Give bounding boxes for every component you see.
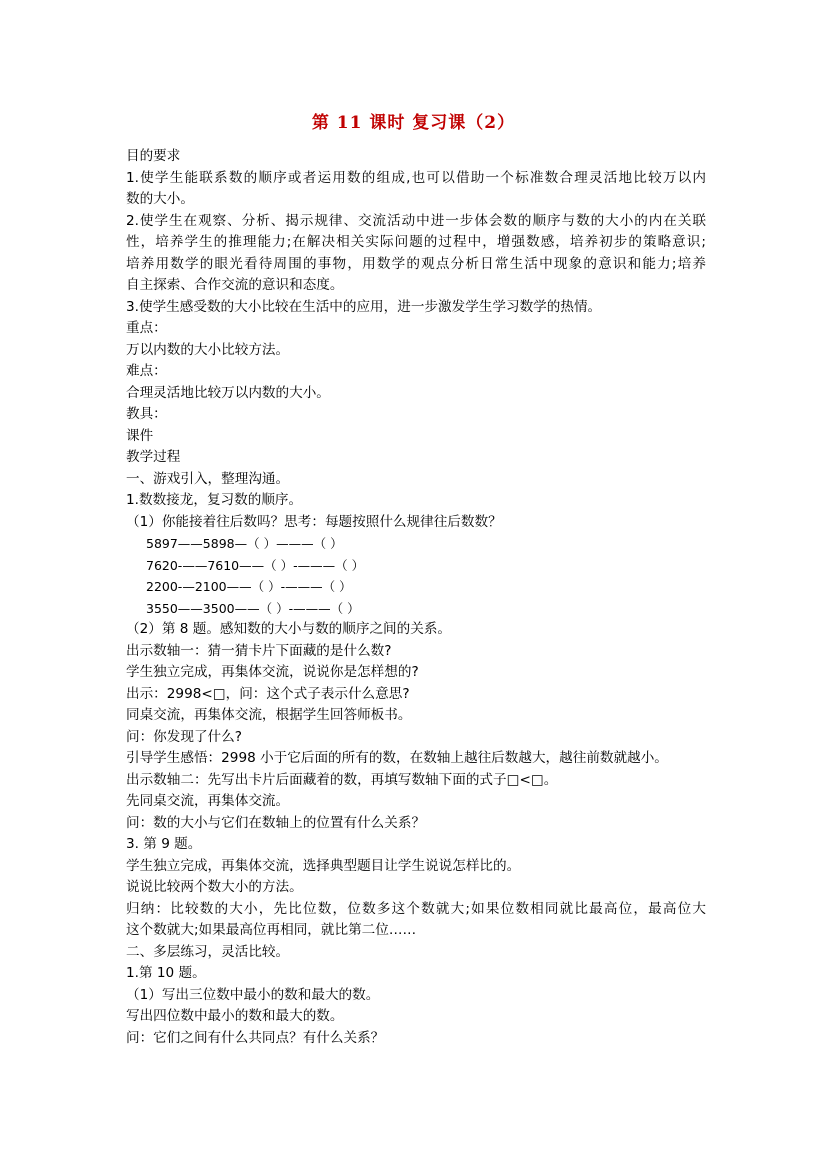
page-title: 第 11 课时 复习课（2） [311,113,516,133]
section-heading-teaching-aids: 教具： [126,406,167,422]
number-line-1-text: 出示数轴一：猜一猜卡片下面藏的是什么数? [126,642,392,659]
discussion-text-3: 先同桌交流，再集体交流。 [126,793,290,809]
objective-2-line-2: 性，培养学生的推理能力;在解决相关实际问题的过程中，增强数感，培养初步的策略意识; [126,234,706,250]
objective-3-line-1: 3.使学生感受数的大小比较在生活中的应用，进一步激发学生学习数学的热情。 [126,298,602,315]
discussion-text-2: 同桌交流，再集体交流，根据学生回答师板书。 [126,707,412,723]
section-heading-objectives: 目的要求 [126,148,181,164]
summary-line-2: 这个数就大;如果最高位再相同，就比第二位…… [126,922,417,938]
question-2-text: （2）第 8 题。感知数的大小与数的顺序之间的关系。 [126,621,452,637]
item-3-text: 学生独立完成，再集体交流，选择典型题目让学生说说怎样比的。 [126,857,521,874]
difficulty-text: 合理灵活地比较万以内数的大小。 [126,384,330,401]
number-sequence-1: 5897——5898—（ ）———（ ） [146,536,343,551]
teaching-aids-text: 课件 [126,427,154,444]
item-3-heading: 3. 第 9 题。 [126,836,202,852]
key-point-text: 万以内数的大小比较方法。 [126,341,290,358]
compare-method-text: 说说比较两个数大小的方法。 [126,879,303,895]
guidance-text: 引导学生感悟：2998 小于它后面的所有的数，在数轴上越往后数越大，越往前数就越小。 [126,750,668,766]
part-2-heading: 二、多层练习，灵活比较。 [126,943,290,960]
part-1-heading: 一、游戏引入，整理沟通。 [126,470,290,487]
objective-2-line-3: 培养用数学的眼光看待周围的事物，用数学的观点分析日常生活中现象的意识和能力;培养 [126,255,706,272]
objective-1-line-2: 数的大小。 [126,191,194,207]
part-2-question-relation: 问：它们之间有什么共同点？有什么关系？ [126,1029,385,1046]
question-1-text: （1）你能接着往后数吗？思考：每题按照什么规律往后数数？ [126,513,502,530]
question-discovery: 问：你发现了什么? [126,728,242,745]
summary-line-1: 归纳：比较数的大小，先比位数，位数多这个数就大;如果位数相同就比最高位，最高位大 [126,900,706,917]
number-line-2-text: 出示数轴二：先写出卡片后面藏着的数，再填写数轴下面的式子□<□。 [126,771,558,788]
part-2-question-1: （1）写出三位数中最小的数和最大的数。 [126,986,380,1003]
number-sequence-4: 3550——3500——（ ）-———（ ） [146,600,360,616]
section-heading-process: 教学过程 [126,449,181,465]
objective-2-line-4: 自主探索、合作交流的意识和态度。 [126,277,344,293]
number-sequence-3: 2200-—2100——（ ）-———（ ） [146,579,352,594]
section-heading-difficulty: 难点： [126,363,167,379]
number-sequence-2: 7620-——7610——（ ）-———（ ） [146,557,365,573]
document-body [126,146,706,1049]
discussion-text-1: 学生独立完成，再集体交流，说说你是怎样想的? [126,664,419,680]
part-2-item-1-heading: 1.第 10 题。 [126,965,206,981]
question-position: 问：数的大小与它们在数轴上的位置有什么关系？ [126,814,426,831]
section-heading-key-point: 重点： [126,320,167,336]
expression-question: 出示：2998<□，问：这个式子表示什么意思? [126,685,410,702]
objective-2-line-1: 2.使学生在观察、分析、揭示规律、交流活动中进一步体会数的顺序与数的大小的内在关联 [126,212,706,229]
part-2-question-1-b: 写出四位数中最小的数和最大的数。 [126,1008,344,1024]
item-1-heading: 1.数数接龙，复习数的顺序。 [126,492,303,508]
objective-1-line-1: 1.使学生能联系数的顺序或者运用数的组成,也可以借助一个标准数合理灵活地比较万以内 [126,169,706,186]
